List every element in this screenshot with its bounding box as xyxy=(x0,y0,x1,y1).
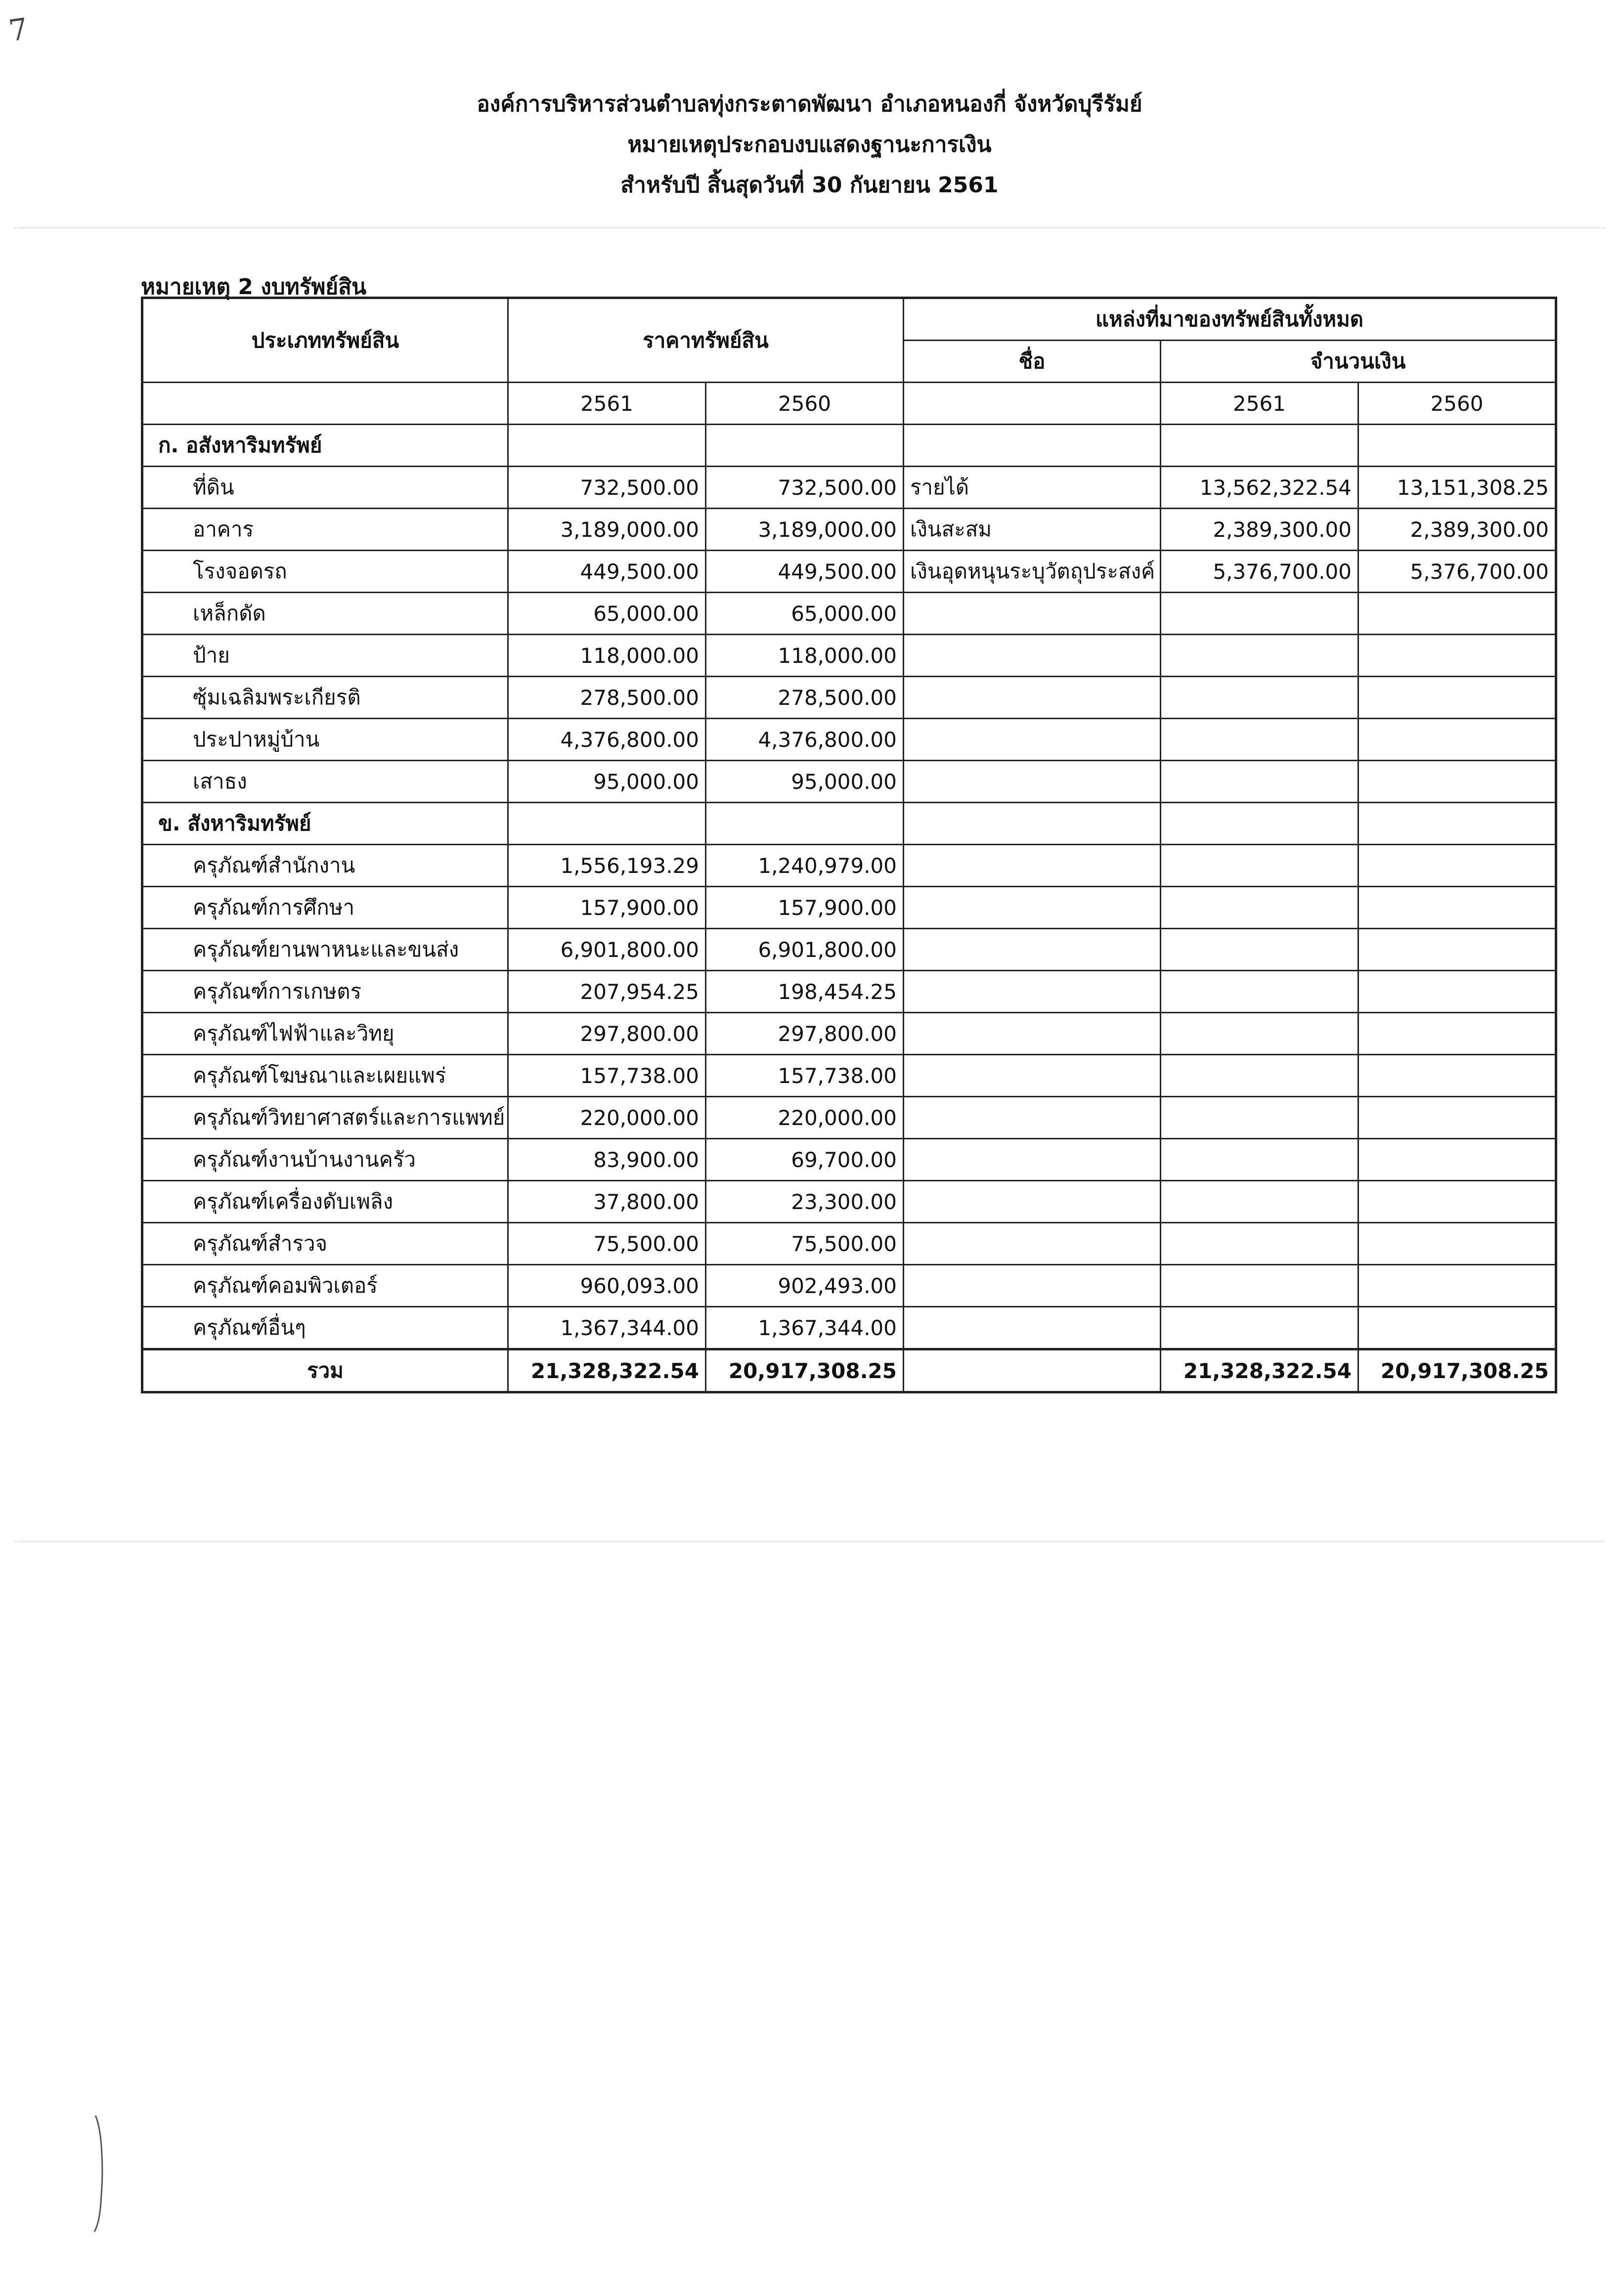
asset-value-2560: 297,800.00 xyxy=(706,1013,904,1055)
asset-name: ครุภัณฑ์โฆษณาและเผยแพร่ xyxy=(142,1055,508,1097)
asset-name: ครุภัณฑ์วิทยาศาสตร์และการแพทย์ xyxy=(142,1097,508,1139)
source-amount-2560 xyxy=(1358,1307,1556,1349)
source-amount-2560 xyxy=(1358,1055,1556,1097)
total-source-blank xyxy=(904,1349,1161,1392)
asset-value-2561: 157,900.00 xyxy=(508,887,706,929)
section-blank xyxy=(1161,425,1358,467)
total-label: รวม xyxy=(142,1349,508,1392)
section-blank xyxy=(1358,425,1556,467)
source-name xyxy=(904,1265,1161,1307)
source-name xyxy=(904,677,1161,719)
asset-name: เสาธง xyxy=(142,761,508,803)
asset-value-2560: 65,000.00 xyxy=(706,593,904,635)
price-year-2560: 2560 xyxy=(706,383,904,425)
asset-value-2560: 278,500.00 xyxy=(706,677,904,719)
asset-name: ครุภัณฑ์อื่นๆ xyxy=(142,1307,508,1349)
asset-name: ที่ดิน xyxy=(142,467,508,509)
asset-type-header: ประเภททรัพย์สิน xyxy=(142,298,508,383)
asset-row xyxy=(142,1265,1556,1307)
asset-value-2560: 118,000.00 xyxy=(706,635,904,677)
section-title: ก. อสังหาริมทรัพย์ xyxy=(142,425,508,467)
asset-value-2560: 732,500.00 xyxy=(706,467,904,509)
source-name xyxy=(904,929,1161,971)
source-amount-2560 xyxy=(1358,1013,1556,1055)
total-row xyxy=(142,1349,1556,1392)
source-amount-2561 xyxy=(1161,1223,1358,1265)
asset-name: ซุ้มเฉลิมพระเกียรติ xyxy=(142,677,508,719)
source-name: เงินอุดหนุนระบุวัตถุประสงค์ xyxy=(904,551,1161,593)
source-amount-2561 xyxy=(1161,719,1358,761)
source-name xyxy=(904,635,1161,677)
asset-name: ป้าย xyxy=(142,635,508,677)
asset-value-2561: 278,500.00 xyxy=(508,677,706,719)
asset-value-2561: 449,500.00 xyxy=(508,551,706,593)
source-amount-2561 xyxy=(1161,593,1358,635)
source-name xyxy=(904,761,1161,803)
asset-value-2561: 1,556,193.29 xyxy=(508,845,706,887)
asset-name: ครุภัณฑ์การศึกษา xyxy=(142,887,508,929)
asset-value-2561: 297,800.00 xyxy=(508,1013,706,1055)
asset-name: ครุภัณฑ์ยานพาหนะและขนส่ง xyxy=(142,929,508,971)
top-divider xyxy=(15,227,1604,228)
asset-value-2560: 220,000.00 xyxy=(706,1097,904,1139)
organization-title: องค์การบริหารส่วนตำบลทุ่งกระตาดพัฒนา อำเภอหนองกี่ จังหวัดบุรีรัมย์ xyxy=(477,91,1142,117)
asset-row xyxy=(142,677,1556,719)
asset-value-2560: 75,500.00 xyxy=(706,1223,904,1265)
asset-value-2560: 198,454.25 xyxy=(706,971,904,1013)
source-amount-2561: 2,389,300.00 xyxy=(1161,509,1358,551)
asset-value-2560: 4,376,800.00 xyxy=(706,719,904,761)
source-name xyxy=(904,887,1161,929)
section-blank xyxy=(706,803,904,845)
asset-row xyxy=(142,1097,1556,1139)
asset-name: ครุภัณฑ์สำรวจ xyxy=(142,1223,508,1265)
total-amount-2560: 20,917,308.25 xyxy=(1358,1349,1556,1392)
source-amount-2560 xyxy=(1358,593,1556,635)
source-amount-2560 xyxy=(1358,719,1556,761)
asset-row xyxy=(142,551,1556,593)
asset-value-2561: 95,000.00 xyxy=(508,761,706,803)
source-amount-2561 xyxy=(1161,845,1358,887)
asset-value-2561: 1,367,344.00 xyxy=(508,1307,706,1349)
source-name: เงินสะสม xyxy=(904,509,1161,551)
source-amount-2561 xyxy=(1161,1055,1358,1097)
asset-row xyxy=(142,719,1556,761)
note-title: หมายเหตุ 2 งบทรัพย์สิน xyxy=(141,274,367,300)
asset-value-2561: 960,093.00 xyxy=(508,1265,706,1307)
source-name: รายได้ xyxy=(904,467,1161,509)
source-amount-2561 xyxy=(1161,761,1358,803)
asset-name: ประปาหมู่บ้าน xyxy=(142,719,508,761)
amount-header: จำนวนเงิน xyxy=(1161,341,1556,383)
asset-value-2561: 3,189,000.00 xyxy=(508,509,706,551)
asset-row xyxy=(142,971,1556,1013)
source-amount-2561 xyxy=(1161,971,1358,1013)
asset-value-2561: 65,000.00 xyxy=(508,593,706,635)
source-name xyxy=(904,971,1161,1013)
source-name xyxy=(904,1139,1161,1181)
source-amount-2560 xyxy=(1358,761,1556,803)
asset-row xyxy=(142,1307,1556,1349)
asset-row xyxy=(142,1181,1556,1223)
source-amount-2561 xyxy=(1161,677,1358,719)
total-value-2560: 20,917,308.25 xyxy=(706,1349,904,1392)
source-name xyxy=(904,1055,1161,1097)
section-blank xyxy=(508,425,706,467)
asset-value-2561: 157,738.00 xyxy=(508,1055,706,1097)
page-mark: 7 xyxy=(6,11,30,49)
year-row-source-blank xyxy=(904,383,1161,425)
source-amount-2560 xyxy=(1358,635,1556,677)
source-amount-2560: 13,151,308.25 xyxy=(1358,467,1556,509)
asset-value-2560: 95,000.00 xyxy=(706,761,904,803)
total-value-2561: 21,328,322.54 xyxy=(508,1349,706,1392)
asset-row xyxy=(142,1055,1556,1097)
bottom-divider xyxy=(15,1541,1604,1542)
asset-row xyxy=(142,887,1556,929)
asset-value-2560: 157,738.00 xyxy=(706,1055,904,1097)
section-blank xyxy=(1358,803,1556,845)
section-blank xyxy=(706,425,904,467)
source-amount-2560 xyxy=(1358,677,1556,719)
section-row xyxy=(142,803,1556,845)
asset-name: ครุภัณฑ์สำนักงาน xyxy=(142,845,508,887)
asset-row xyxy=(142,929,1556,971)
section-title: ข. สังหาริมทรัพย์ xyxy=(142,803,508,845)
asset-value-2560: 69,700.00 xyxy=(706,1139,904,1181)
asset-value-2561: 83,900.00 xyxy=(508,1139,706,1181)
asset-table xyxy=(141,297,1557,1393)
asset-value-2560: 449,500.00 xyxy=(706,551,904,593)
source-amount-2560 xyxy=(1358,1139,1556,1181)
asset-value-2561: 75,500.00 xyxy=(508,1223,706,1265)
year-row-blank xyxy=(142,383,508,425)
asset-name: ครุภัณฑ์คอมพิวเตอร์ xyxy=(142,1265,508,1307)
amount-year-2561: 2561 xyxy=(1161,383,1358,425)
asset-value-2560: 23,300.00 xyxy=(706,1181,904,1223)
section-blank xyxy=(904,803,1161,845)
header-row-1 xyxy=(142,298,1556,341)
asset-value-2560: 6,901,800.00 xyxy=(706,929,904,971)
source-amount-2560 xyxy=(1358,1265,1556,1307)
asset-row xyxy=(142,761,1556,803)
asset-row xyxy=(142,1139,1556,1181)
section-blank xyxy=(904,425,1161,467)
amount-year-2560: 2560 xyxy=(1358,383,1556,425)
source-amount-2561 xyxy=(1161,929,1358,971)
asset-name: ครุภัณฑ์การเกษตร xyxy=(142,971,508,1013)
asset-name: ครุภัณฑ์เครื่องดับเพลิง xyxy=(142,1181,508,1223)
sources-header: แหล่งที่มาของทรัพย์สินทั้งหมด xyxy=(904,298,1556,341)
asset-value-2560: 3,189,000.00 xyxy=(706,509,904,551)
asset-value-2561: 207,954.25 xyxy=(508,971,706,1013)
source-amount-2561 xyxy=(1161,1097,1358,1139)
asset-row xyxy=(142,467,1556,509)
source-amount-2561 xyxy=(1161,1139,1358,1181)
source-amount-2560 xyxy=(1358,971,1556,1013)
asset-row xyxy=(142,593,1556,635)
source-amount-2560 xyxy=(1358,929,1556,971)
source-amount-2560: 2,389,300.00 xyxy=(1358,509,1556,551)
source-name xyxy=(904,1097,1161,1139)
statement-title: หมายเหตุประกอบงบแสดงฐานะการเงิน xyxy=(627,132,992,157)
source-amount-2560 xyxy=(1358,1097,1556,1139)
source-name xyxy=(904,1013,1161,1055)
source-amount-2561 xyxy=(1161,635,1358,677)
source-name xyxy=(904,845,1161,887)
asset-row xyxy=(142,509,1556,551)
asset-value-2561: 220,000.00 xyxy=(508,1097,706,1139)
asset-value-2561: 6,901,800.00 xyxy=(508,929,706,971)
asset-value-2561: 732,500.00 xyxy=(508,467,706,509)
asset-value-2561: 37,800.00 xyxy=(508,1181,706,1223)
total-amount-2561: 21,328,322.54 xyxy=(1161,1349,1358,1392)
source-amount-2561 xyxy=(1161,1013,1358,1055)
price-year-2561: 2561 xyxy=(508,383,706,425)
asset-value-2560: 1,240,979.00 xyxy=(706,845,904,887)
asset-row xyxy=(142,1223,1556,1265)
asset-value-2560: 902,493.00 xyxy=(706,1265,904,1307)
source-name xyxy=(904,1223,1161,1265)
asset-price-header: ราคาทรัพย์สิน xyxy=(508,298,904,383)
source-name xyxy=(904,1181,1161,1223)
source-amount-2560 xyxy=(1358,887,1556,929)
asset-row xyxy=(142,1013,1556,1055)
asset-name: โรงจอดรถ xyxy=(142,551,508,593)
asset-name: ครุภัณฑ์ไฟฟ้าและวิทยุ xyxy=(142,1013,508,1055)
asset-name: ครุภัณฑ์งานบ้านงานครัว xyxy=(142,1139,508,1181)
source-amount-2561 xyxy=(1161,1307,1358,1349)
section-blank xyxy=(508,803,706,845)
source-name xyxy=(904,1307,1161,1349)
source-amount-2561 xyxy=(1161,1181,1358,1223)
section-row xyxy=(142,425,1556,467)
handwritten-margin-mark xyxy=(91,2111,111,2234)
source-amount-2560 xyxy=(1358,1181,1556,1223)
source-amount-2561 xyxy=(1161,1265,1358,1307)
source-name xyxy=(904,719,1161,761)
source-amount-2561: 5,376,700.00 xyxy=(1161,551,1358,593)
asset-row xyxy=(142,845,1556,887)
source-amount-2561: 13,562,322.54 xyxy=(1161,467,1358,509)
section-blank xyxy=(1161,803,1358,845)
source-amount-2560: 5,376,700.00 xyxy=(1358,551,1556,593)
source-name-header: ชื่อ xyxy=(904,341,1161,383)
asset-row xyxy=(142,635,1556,677)
source-name xyxy=(904,593,1161,635)
source-amount-2560 xyxy=(1358,1223,1556,1265)
asset-name: เหล็กดัด xyxy=(142,593,508,635)
source-amount-2561 xyxy=(1161,887,1358,929)
source-amount-2560 xyxy=(1358,845,1556,887)
year-row xyxy=(142,383,1556,425)
asset-value-2561: 118,000.00 xyxy=(508,635,706,677)
document-header xyxy=(0,84,1619,206)
asset-value-2560: 157,900.00 xyxy=(706,887,904,929)
asset-name: อาคาร xyxy=(142,509,508,551)
asset-value-2560: 1,367,344.00 xyxy=(706,1307,904,1349)
asset-value-2561: 4,376,800.00 xyxy=(508,719,706,761)
period-title: สำหรับปี สิ้นสุดวันที่ 30 กันยายน 2561 xyxy=(620,173,999,198)
